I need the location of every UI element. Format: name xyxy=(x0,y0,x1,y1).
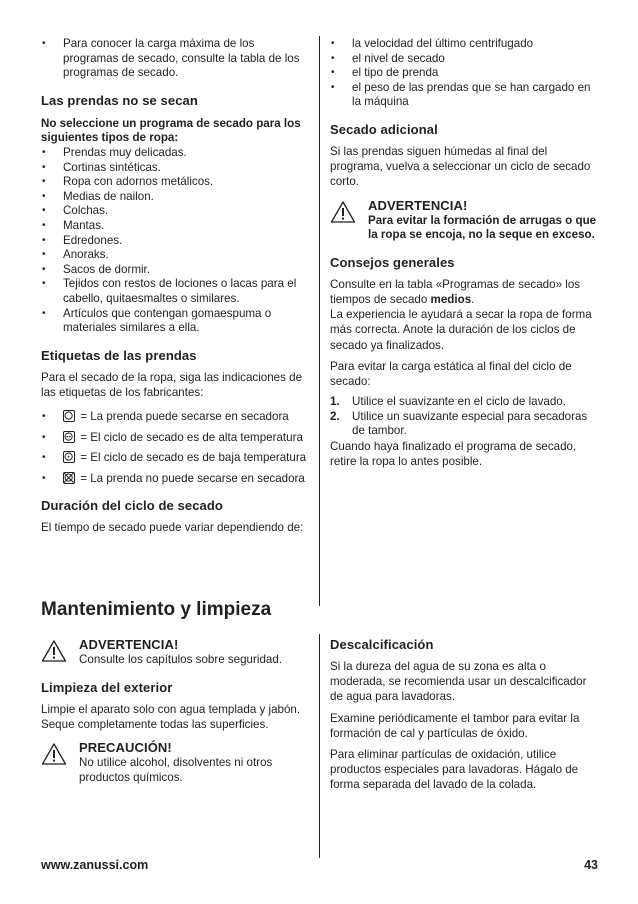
maintenance-left-column xyxy=(41,637,309,785)
list-item: • Edredones. xyxy=(41,234,309,249)
warning-title: ADVERTENCIA! xyxy=(368,197,468,213)
heading-duration: Duración del ciclo de secado xyxy=(41,498,223,514)
list-item: • Medias de nailon. xyxy=(41,190,309,205)
load-bullet-list xyxy=(41,37,309,81)
warning-box xyxy=(41,637,309,668)
tips-text-part: Consulte en la tabla «Programas de secado» los tiempos de secado xyxy=(330,277,581,306)
list-item: • Sacos de dormir. xyxy=(41,263,309,278)
tumble-dry-low-icon xyxy=(63,451,75,463)
tumble-dry-icon xyxy=(63,410,75,422)
list-item: • Cortinas sintéticas. xyxy=(41,161,309,176)
warning-text: Consulte los capítulos sobre seguridad. xyxy=(79,653,283,666)
tumble-dry-high-icon xyxy=(63,431,75,443)
warning-triangle-icon xyxy=(41,639,67,663)
care-label-list xyxy=(41,410,309,486)
footer-url: www.zanussi.com xyxy=(41,858,149,872)
tips-text-bold: medios xyxy=(430,292,472,306)
exterior-text: Limpie el aparato solo con agua templada y jabón. Seque completamente todas las superficies. xyxy=(41,702,301,731)
caution-box xyxy=(41,740,309,785)
list-item: • el nivel de secado xyxy=(330,52,602,67)
labels-intro: Para el secado de la ropa, siga las indicaciones de las etiquetas de los fabricantes: xyxy=(41,370,303,399)
list-item: • Tejidos con restos de lociones o lacas para el cabello, quitaesmaltes o similares. xyxy=(41,277,309,306)
duration-text: El tiempo de secado puede variar dependiendo de: xyxy=(41,521,304,535)
heading-general-tips: Consejos generales xyxy=(330,254,455,270)
static-intro: Para evitar la carga estática al final del ciclo de secado: xyxy=(330,359,572,388)
step-number: 1. xyxy=(330,395,340,409)
list-item xyxy=(41,431,309,446)
label-text: = La prenda puede secarse en secadora xyxy=(80,410,289,424)
extra-drying-text: Si las prendas siguen húmedas al final del programa, vuelva a seleccionar un ciclo de secado corto. xyxy=(330,144,591,189)
list-item: • Ropa con adornos metálicos. xyxy=(41,175,309,190)
list-item xyxy=(330,410,602,439)
heading-labels: Etiquetas de las prendas xyxy=(41,347,197,363)
list-item: • el tipo de prenda xyxy=(330,66,602,81)
heading-extra-drying: Secado adicional xyxy=(330,121,438,137)
no-tumble-dry-icon xyxy=(63,472,75,484)
column-divider xyxy=(319,36,320,606)
heading-not-dry: Las prendas no se secan xyxy=(41,92,198,108)
list-item xyxy=(330,395,602,410)
static-after: Cuando haya finalizado el programa de secado, retire la ropa lo antes posible. xyxy=(330,439,577,469)
warning-box xyxy=(330,198,602,243)
tips-text-end: . xyxy=(471,292,475,306)
descale-text-3: Para eliminar partículas de oxidación, utilice productos especiales para lavadoras. Hágalo de forma separada del lavado de la colada. xyxy=(330,748,579,792)
list-item: • Para conocer la carga máxima de los programas de secado, consulte la tabla de los programas de secado. xyxy=(41,37,309,81)
label-text: = El ciclo de secado es de baja temperatura xyxy=(80,451,307,465)
step-text: Utilice el suavizante en el ciclo de lavado. xyxy=(352,395,566,409)
list-item: • Artículos que contengan gomaespuma o materiales similares a ella. xyxy=(41,307,309,336)
caution-text: No utilice alcohol, disolventes ni otros productos químicos. xyxy=(79,756,273,784)
column-divider xyxy=(319,634,320,858)
list-item: • Prendas muy delicadas. xyxy=(41,146,309,161)
list-item: • Colchas. xyxy=(41,204,309,219)
warning-text: Para evitar la formación de arrugas o que la ropa se encoja, no la seque en exceso. xyxy=(368,213,597,242)
label-text: = La prenda no puede secarse en secadora xyxy=(80,471,305,485)
maintenance-right-column xyxy=(330,637,602,793)
section-title: Mantenimiento y limpieza xyxy=(41,599,272,620)
list-item: • Mantas. xyxy=(41,219,309,234)
list-item xyxy=(41,451,309,466)
list-item xyxy=(41,472,309,487)
label-text: = El ciclo de secado es de alta temperatura xyxy=(80,430,303,444)
tips-text xyxy=(330,277,602,307)
static-steps-list xyxy=(330,395,602,439)
list-item xyxy=(41,410,309,425)
heading-exterior: Limpieza del exterior xyxy=(41,679,173,695)
step-text: Utilice un suavizante especial para secadoras de tambor. xyxy=(352,409,588,438)
caution-title: PRECAUCIÓN! xyxy=(79,740,172,755)
left-column xyxy=(41,37,309,536)
duration-factor-list xyxy=(330,37,602,110)
heading-descale: Descalcificación xyxy=(330,637,434,652)
descale-text-1: Si la dureza del agua de su zona es alta o moderada, se recomienda usar un descalcificador de agua para lavadoras. xyxy=(330,660,587,704)
warning-triangle-icon xyxy=(41,742,67,766)
descale-text-2: Examine periódicamente el tambor para evitar la formación de cal y partículas de óxido. xyxy=(330,711,580,740)
warning-title: ADVERTENCIA! xyxy=(79,637,179,652)
warning-triangle-icon xyxy=(330,200,356,224)
list-item: • el peso de las prendas que se han cargado en la máquina xyxy=(330,81,602,110)
not-dry-list xyxy=(41,146,309,336)
step-number: 2. xyxy=(330,409,340,423)
list-item: • Anoraks. xyxy=(41,248,309,263)
not-dry-intro: No seleccione un programa de secado para los siguientes tipos de ropa: xyxy=(41,116,301,145)
list-item: • la velocidad del último centrifugado xyxy=(330,37,602,52)
tips-text-2: La experiencia le ayudará a secar la ropa de forma más correcta. Anote la duración de los ciclos de secado ya finalizados. xyxy=(330,308,592,352)
right-column xyxy=(330,37,602,469)
page-number: 43 xyxy=(584,858,598,872)
